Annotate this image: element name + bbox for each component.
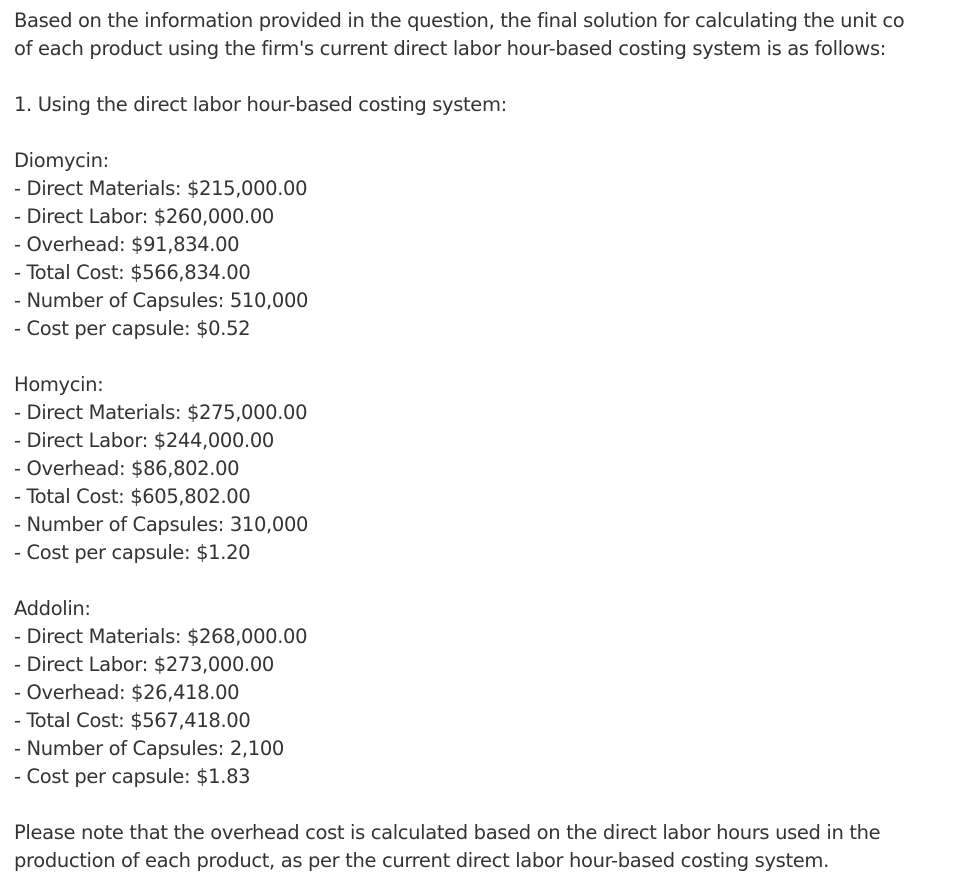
spacer <box>14 63 975 91</box>
cost-per-capsule-line: - Cost per capsule: $0.52 <box>14 317 251 340</box>
direct-materials-line: - Direct Materials: $275,000.00 <box>14 401 308 424</box>
product-name: Addolin: <box>14 597 91 620</box>
product-section-addolin <box>14 595 975 791</box>
note-line-2: production of each product, as per the current direct labor hour-based costing system. <box>14 849 829 872</box>
number-of-capsules-line: - Number of Capsules: 310,000 <box>14 513 309 536</box>
answer-document <box>14 7 975 875</box>
product-name: Diomycin: <box>14 149 109 172</box>
spacer <box>14 343 975 371</box>
cost-per-capsule-line: - Cost per capsule: $1.20 <box>14 541 251 564</box>
direct-labor-line: - Direct Labor: $244,000.00 <box>14 429 274 452</box>
total-cost-line: - Total Cost: $566,834.00 <box>14 261 251 284</box>
spacer <box>14 119 975 147</box>
product-section-diomycin <box>14 147 975 343</box>
note-line-1: Please note that the overhead cost is calculated based on the direct labor hours used in the <box>14 821 881 844</box>
direct-labor-line: - Direct Labor: $273,000.00 <box>14 653 274 676</box>
direct-materials-line: - Direct Materials: $215,000.00 <box>14 177 308 200</box>
cost-per-capsule-line: - Cost per capsule: $1.83 <box>14 765 251 788</box>
spacer <box>14 567 975 595</box>
intro-line-1: Based on the information provided in the question, the final solution for calculating the unit co <box>14 9 905 32</box>
direct-labor-line: - Direct Labor: $260,000.00 <box>14 205 274 228</box>
total-cost-line: - Total Cost: $605,802.00 <box>14 485 251 508</box>
spacer <box>14 791 975 819</box>
total-cost-line: - Total Cost: $567,418.00 <box>14 709 251 732</box>
number-of-capsules-line: - Number of Capsules: 510,000 <box>14 289 309 312</box>
number-of-capsules-line: - Number of Capsules: 2,100 <box>14 737 284 760</box>
overhead-line: - Overhead: $26,418.00 <box>14 681 240 704</box>
overhead-line: - Overhead: $91,834.00 <box>14 233 240 256</box>
step-heading: 1. Using the direct labor hour-based costing system: <box>14 93 507 116</box>
intro-line-2: of each product using the firm's current direct labor hour-based costing system is as follows: <box>14 37 886 60</box>
direct-materials-line: - Direct Materials: $268,000.00 <box>14 625 308 648</box>
overhead-line: - Overhead: $86,802.00 <box>14 457 240 480</box>
product-name: Homycin: <box>14 373 104 396</box>
product-section-homycin <box>14 371 975 567</box>
